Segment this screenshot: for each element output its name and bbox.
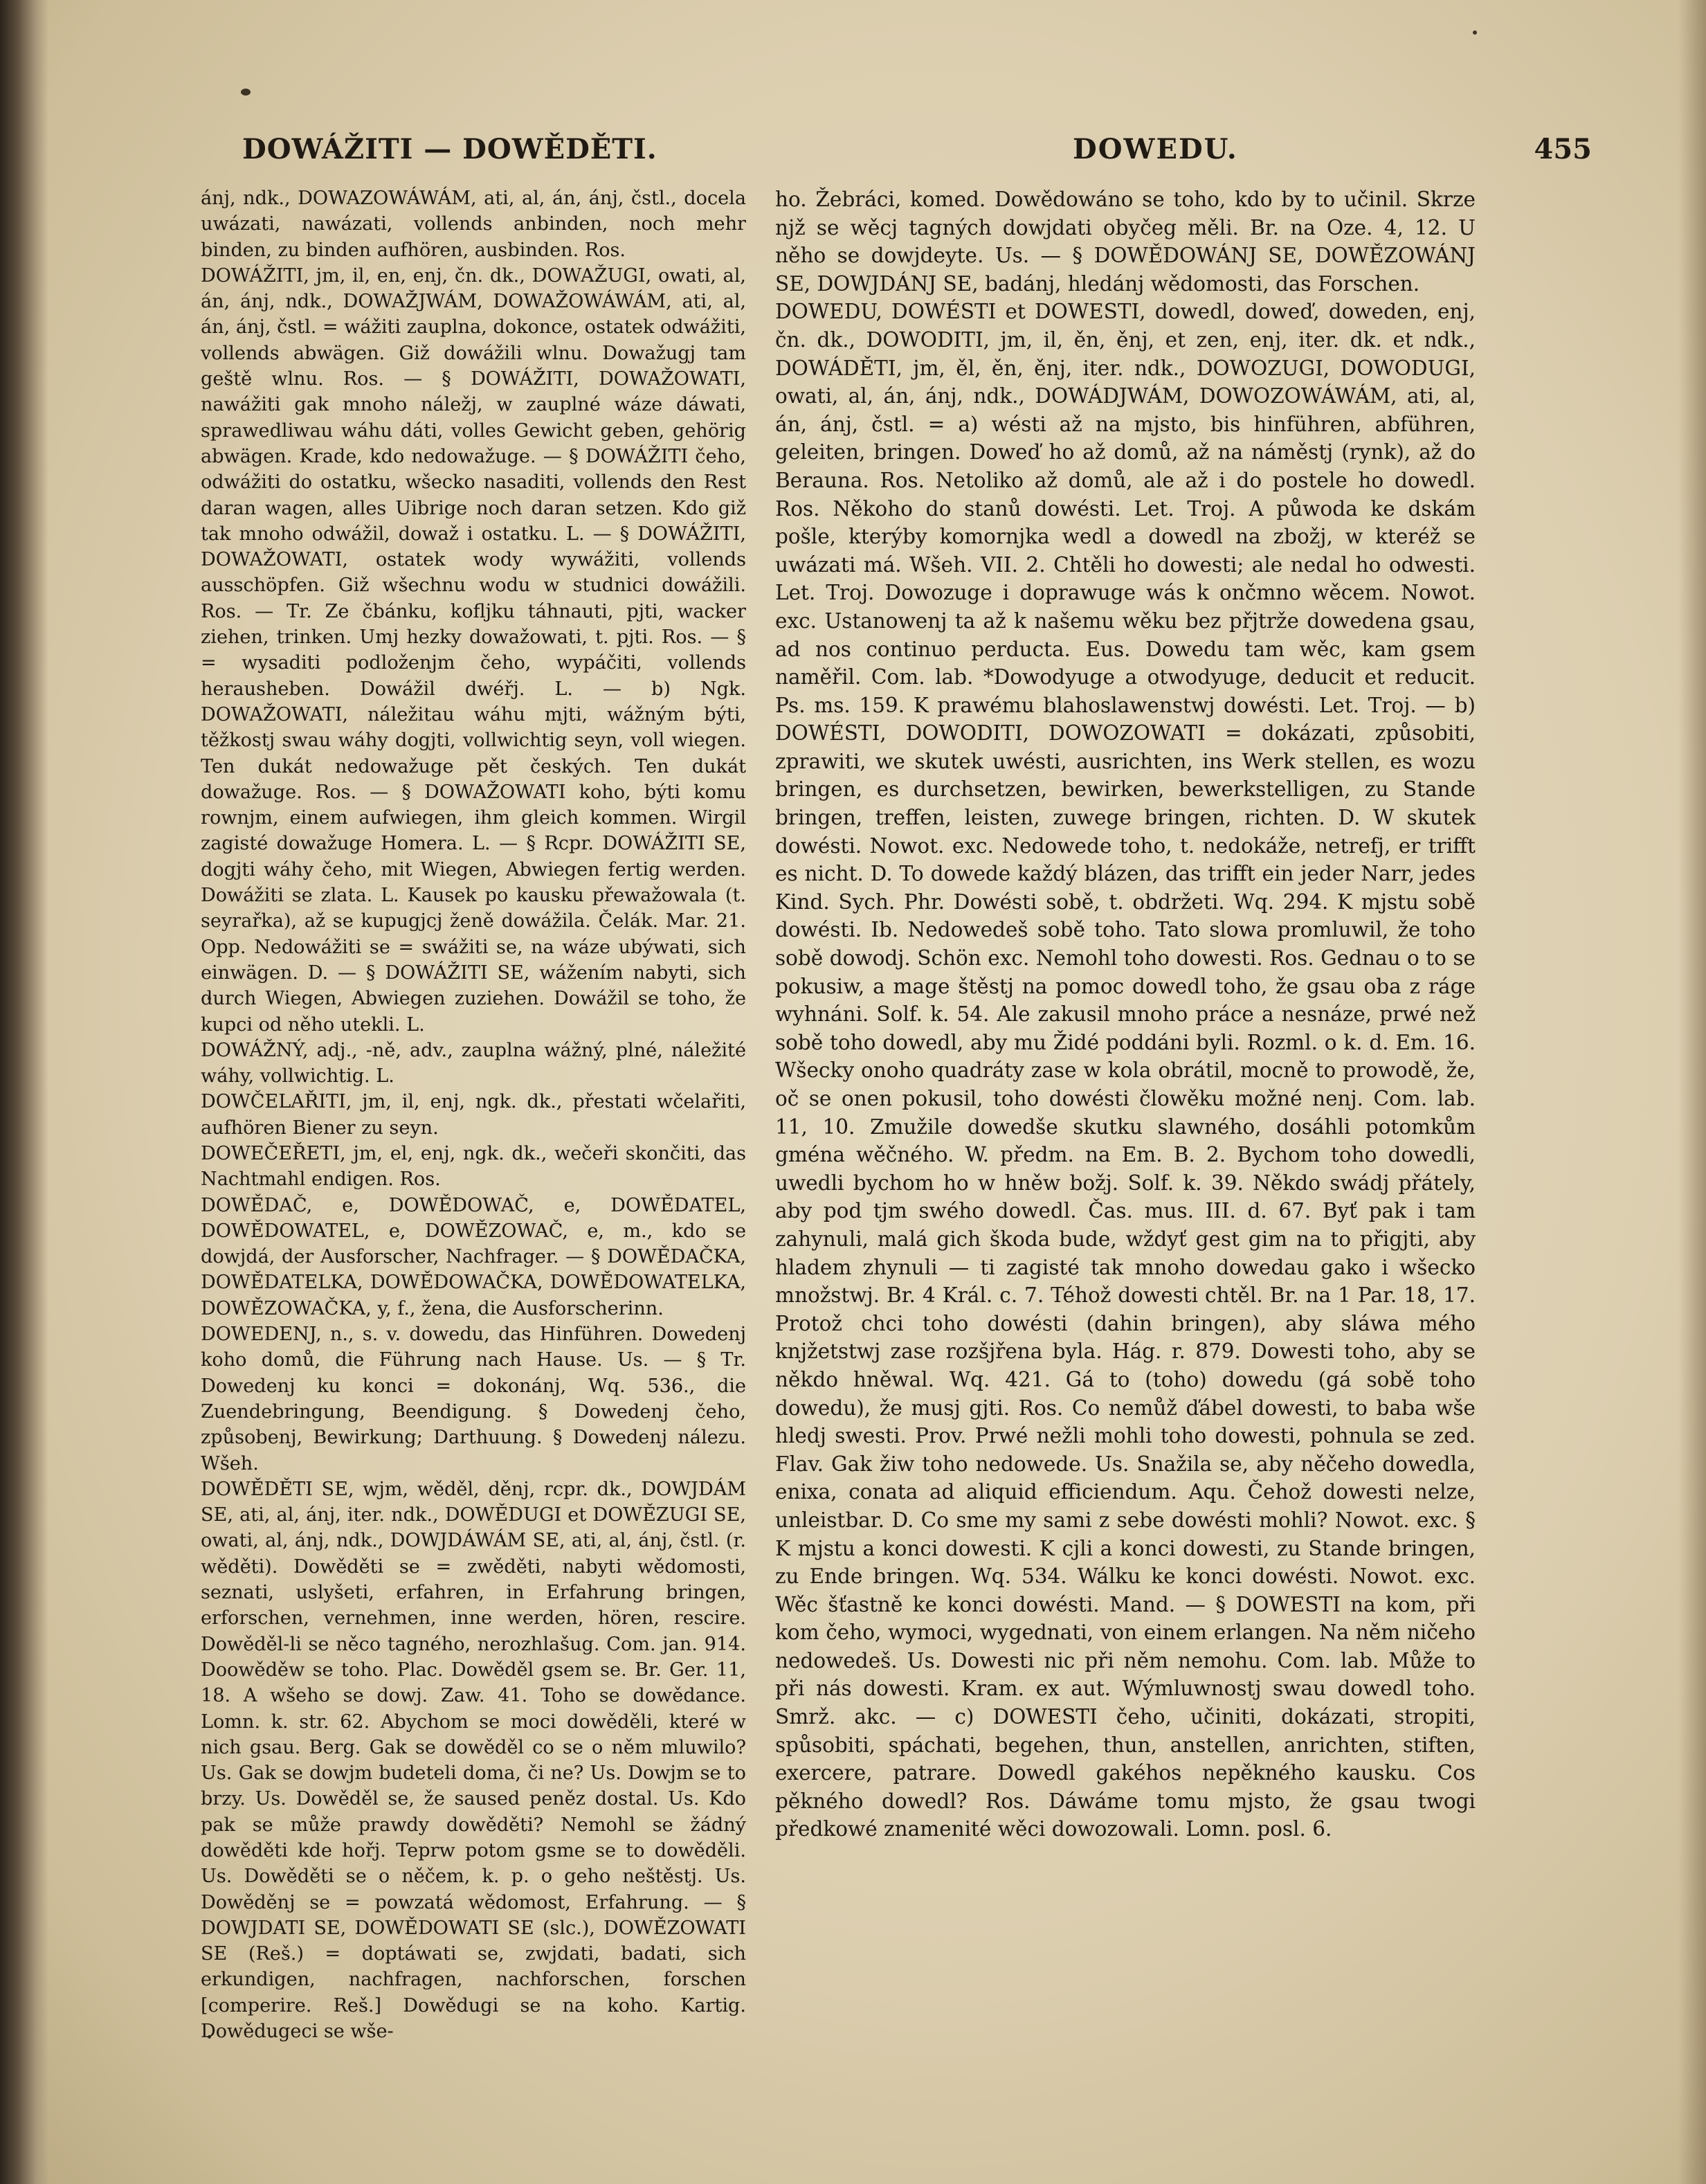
dictionary-entry: DOWEČEŘETI, jm, el, enj, ngk. dk., wečeři skončiti, das Nachtmahl endigen. Ros. (201, 1142, 746, 1191)
left-column (201, 186, 746, 2044)
dictionary-entry: DOWEDENJ, n., s. v. dowedu, das Hinführen. Dowedenj koho domů, die Führung nach Hause. Us. — § Tr. Dowedenj ku konci = dokonánj, Wq. 536., die Zuendebringung, Beendigung. § Dowedenj čeho, způsobenj, Bewirkung; Darthuung. § Dowedenj nálezu. Wšeh. (201, 1324, 746, 1474)
running-header (201, 133, 1592, 174)
dictionary-entry: DOWÁŽITI, jm, il, en, enj, čn. dk., DOWAŽUGI, owati, al, án, ánj, ndk., DOWAŽJWÁM, DOWAŽOWÁWÁM, ati, al, án, ánj, čstl. = wážiti zauplna, dokonce, ostatek odwážiti, vollends abwägen. Giž dowážili wlnu. Dowažugj tam geště wlnu. Ros. — § DOWÁŽITI, DOWAŽOWATI, nawážiti gak mnoho náležj, w zauplné wáze dáwati, sprawedliwau wáhu dáti, volles Gewicht geben, gehörig abwägen. Krade, kdo nedowažuge. — § DOWÁŽITI čeho, odwážiti do ostatku, wšecko nasaditi, vollends den Rest daran wagen, alles Uibrige noch daran setzen. Kdo giž tak mnoho odwážil, dowaž i ostatku. L. — § DOWÁŽITI, DOWAŽOWATI, ostatek wody wywážiti, vollends ausschöpfen. Giž wšechnu wodu w studnici dowážili. Ros. — Tr. Ze čbánku, kofljku táhnauti, pjti, wacker ziehen, trinken. Umj hezky dowažowati, t. pjti. Ros. — § = wysaditi podloženjm čeho, wypáčiti, vollends herausheben. Dowážil dwéřj. L. — b) Ngk. DOWAŽOWATI, náležitau wáhu mjti, wážným býti, těžkostj swau wáhy dogjti, vollwichtig seyn, voll wiegen. Ten dukát nedowažuge pět českých. Ten dukát dowažuge. Ros. — § DOWAŽOWATI koho, býti komu rownjm, einem aufwiegen, ihm gleich kommen. Wirgil zagisté dowažuge Homera. L. — § Rcpr. DOWÁŽITI SE, dogjti wáhy čeho, mit Wiegen, Abwiegen fertig werden. Dowážiti se zlata. L. Kausek po kausku přewažowala (t. seyrařka), až se kupugjcj ženě dowážila. Čelák. Mar. 21. Opp. Nedowážiti se = swážiti se, na wáze ubýwati, sich einwägen. D. — § DOWÁŽITI SE, wážením nabyti, sich durch Wiegen, Abwiegen zuziehen. Dowážil se toho, že kupci od něho utekli. L. (201, 264, 746, 1036)
dictionary-entry: DOWÁŽNÝ, adj., -ně, adv., zauplna wážný, plné, náležité wáhy, vollwichtig. L. (201, 1039, 746, 1088)
dictionary-entry: ánj, ndk., DOWAZOWÁWÁM, ati, al, án, ánj, čstl., docela uwázati, nawázati, vollends anbinden, noch mehr binden, zu binden aufhören, ausbinden. Ros. (201, 188, 746, 261)
header-left-guidewords: DOWÁŽITI — DOWĚDĚTI. (242, 133, 657, 165)
dictionary-entry: DOWEDU, DOWÉSTI et DOWESTI, dowedl, doweď, doweden, enj, čn. dk., DOWODITI, jm, il, ěn, ěnj, et zen, enj, iter. dk. et ndk., DOWÁDĚTI, jm, ěl, ěn, ěnj, iter. ndk., DOWOZUGI, DOWODUGI, owati, al, án, ánj, ndk., DOWÁDJWÁM, DOWOZOWÁWÁM, ati, al, án, ánj, čstl. = a) wésti až na mjsto, bis hinführen, abführen, geleiten, bringen. Doweď ho až domů, až na náměstj (rynk), až do Berauna. Ros. Netoliko až domů, ale až i do postele ho dowedl. Ros. Někoho do stanů dowésti. Let. Troj. A půwoda ke dskám pošle, kterýby komornjka wedl a dowedl na zbožj, w kteréž se uwázati má. Wšeh. VII. 2. Chtěli ho dowesti; ale nedal ho odwesti. Let. Troj. Dowozuge i doprawuge wás k ončmno wěcem. Nowot. exc. Ustanowenj ta až k našemu wěku bez přjtrže dowedena gsau, ad nos continuo perducta. Eus. Dowedu tam wěc, kam gsem naměřil. Com. lab. *Dowodyuge a otwodyuge, deducit et reducit. Ps. ms. 159. K prawému blahoslawenstwj dowésti. Let. Troj. — b) DOWÉSTI, DOWODITI, DOWOZOWATI = dokázati, způsobiti, zprawiti, we skutek uwésti, ausrichten, ins Werk stellen, es wozu bringen, es durchsetzen, bewirken, bewerkstelligen, zu Stande bringen, treffen, leisten, zuwege bringen, richten. D. W skutek dowésti. Nowot. exc. Nedowede toho, t. nedokáže, netrefj, er trifft es nicht. D. To dowede každý blázen, das trifft ein jeder Narr, jedes Kind. Sych. Phr. Dowésti sobě, t. obdržeti. Wq. 294. K mjstu sobě dowésti. Ib. Nedowedeš sobě toho. Tato slowa promluwil, že toho sobě dowodj. Schön exc. Nemohl toho dowesti. Ros. Gednau o to se pokusiw, a mage štěstj na pomoc dowedl toho, že gsau oba z ráge wyhnáni. Solf. k. 54. Ale zakusil mnoho práce a nesnáze, prwé než sobě toho dowedl, aby mu Židé poddáni byli. Rozml. o k. d. Em. 16. Wšecky onoho quadráty zase w kola obrátil, mocně to prowodě, že, oč se onen pokusil, toho dowésti člowěku možné nenj. Com. lab. 11, 10. Zmužile dowedše skutku slawného, dosáhli potomkům gména wěčného. W. předm. na Em. B. 2. Bychom toho dowedli, uwedli bychom ho w hněw božj. Solf. k. 39. Někdo swádj přátely, aby pod tjm swého dowedl. Čas. mus. III. d. 67. Byť pak i tam zahynuli, malá gich škoda bude, wždyť gest gim na to přigjti, aby hladem zhynuli — ti zagisté tak mnoho dowedau gako i wšecko množstwj. Br. 4 Král. c. 7. Téhož dowesti chtěl. Br. na 1 Par. 18, 17. Protož chci toho dowésti (dahin bringen), aby sláwa mého knjžetstwj zase rozšjřena byla. Hág. r. 879. Dowesti toho, aby se někdo hněwal. Wq. 421. Gá to (toho) dowedu (gá sobě toho dowedu), že musj gjti. Ros. Co nemůž ďábel dowesti, to baba wše hledj swesti. Prov. Prwé nežli mohli toho dowesti, pohnula se zed. Flav. Gak žiw toho nedowede. Us. Snažila se, aby něčeho dowedla, enixa, conata ad aliquid efficiendum. Aqu. Čehož dowesti nelze, unleistbar. D. Co sme my sami z sebe dowésti mohli? Nowot. exc. § K mjstu a konci dowesti. K cjli a konci dowesti, zu Stande bringen, zu Ende bringen. Wq. 534. Wálku ke konci dowésti. Nowot. exc. Wěc šťastně ke konci dowésti. Mand. — § DOWESTI na kom, při kom čeho, wymoci, wygednati, von einem erlangen. Na něm ničeho nedowedeš. Us. Dowesti nic při něm nemohu. Com. lab. Může to při nás dowesti. Kram. ex aut. Wýmluwnostj swau dowedl toho. Smrž. akc. — c) DOWESTI čeho, učiniti, dokázati, stropiti, spůsobiti, spáchati, begehen, thun, anstellen, anrichten, stiften, exercere, patrare. Dowedl gakéhos nepěkného kausku. Cos pěkného dowedl? Ros. Dáwáme tomu mjsto, že gsau twogi předkowé znamenité wěci dowozowali. Lomn. posl. 6. (775, 300, 1476, 1841)
page-edge (1678, 0, 1706, 2184)
book-gutter (0, 0, 48, 2184)
ink-speck (241, 89, 251, 96)
page-number: 455 (1534, 133, 1592, 165)
right-column (775, 186, 1476, 1843)
ink-speck (1473, 30, 1477, 35)
dictionary-entry: DOWĚDĚTI SE, wjm, wěděl, děnj, rcpr. dk., DOWJDÁM SE, ati, al, ánj, iter. ndk., DOWĚDUGI et DOWĚZUGI SE, owati, al, ánj, ndk., DOWJDÁWÁM SE, ati, al, ánj, čstl. (r. wěděti). Dowěděti se = zwěděti, nabyti wědomosti, seznati, uslyšeti, erfahren, in Erfahrung bringen, erforschen, vernehmen, inne werden, hören, rescire. Dowěděl-li se něco tagného, nerozhlašug. Com. jan. 914. Doowěděw se toho. Plac. Dowěděl gsem se. Br. Ger. 11, 18. A wšeho se dowj. Zaw. 41. Toho se dowědance. Lomn. k. str. 62. Abychom se moci dowěděli, které w nich gsau. Berg. Gak se dowěděl co se o něm mluwilo? Us. Gak se dowjm budeteli doma, či ne? Us. Dowjm se to brzy. Us. Dowěděl se, že saused peněz dostal. Us. Kdo pak se může prawdy dowěděti? Nemohl se žádný dowěděti kde hořj. Teprw potom gsme se to dowěděli. Us. Dowěděti se o něčem, k. p. o geho neštěstj. Us. Dowěděnj se = powzatá wědomost, Erfahrung. — § DOWJDATI SE, DOWĚDOWATI SE (slc.), DOWĚZOWATI SE (Reš.) = doptáwati se, zwjdati, badati, sich erkundigen, nachfragen, nachforschen, forschen [comperire. Reš.] Dowědugi se na koho. Kartig. Dowědugeci se wše- (201, 1478, 746, 2043)
dictionary-entry: DOWČELAŘITI, jm, il, enj, ngk. dk., přestati wčelařiti, aufhören Biener zu seyn. (201, 1091, 746, 1139)
dictionary-entry: DOWĚDAČ, e, DOWĚDOWAČ, e, DOWĚDATEL, DOWĚDOWATEL, e, DOWĚZOWAČ, e, m., kdo se dowjdá, der Ausforscher, Nachfrager. — § DOWĚDAČKA, DOWĚDATELKA, DOWĚDOWAČKA, DOWĚDOWATELKA, DOWĚZOWAČKA, y, f., žena, die Ausforscherinn. (201, 1194, 746, 1319)
header-center-guideword: DOWEDU. (1073, 133, 1238, 165)
dictionary-entry: ho. Žebráci, komed. Dowědowáno se toho, kdo by to učinil. Skrze njž se wěcj tagných dowjdati obyčeg měli. Br. na Oze. 4, 12. U něho se dowjdeyte. Us. — § DOWĚDOWÁNJ SE, DOWĚZOWÁNJ SE, DOWJDÁNJ SE, badánj, hledánj wědomosti, das Forschen. (775, 188, 1476, 296)
